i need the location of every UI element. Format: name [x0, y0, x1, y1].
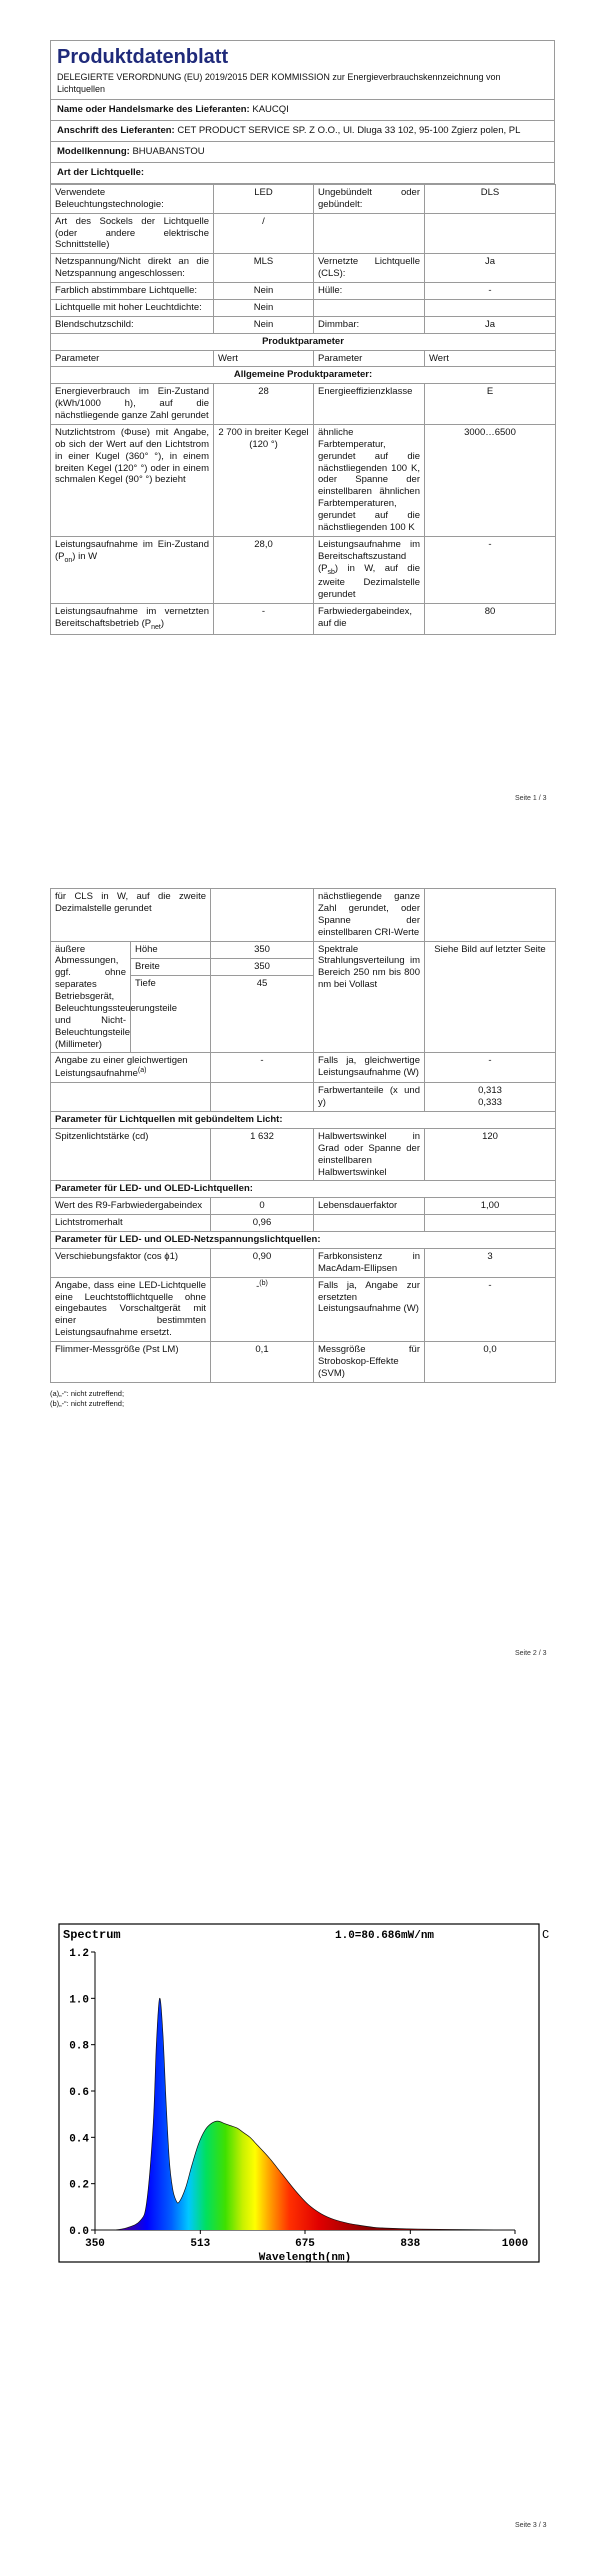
row-label: Angabe zu einer gleichwertigen Leistungsaufnahme$^{(a)}$: [51, 1053, 211, 1083]
table-row: [51, 1053, 556, 1083]
row-label: Leistungsaufnahme im Bereitschaftszustand $(P_{sb})$ in W, auf die zweite Dezimalstelle gerundet: [314, 536, 425, 603]
table-row: [51, 889, 556, 942]
supplier-address-label: Anschrift des Lieferanten:: [57, 125, 175, 137]
y-tick-label: 0.6: [69, 2087, 89, 2099]
page-footer: Seite 1 / 3: [515, 795, 547, 802]
row-value: Siehe Bild auf letzter Seite: [425, 941, 556, 1053]
row-value: 0,313 0,333: [425, 1083, 556, 1112]
table-row: [51, 254, 556, 283]
row-label: Flimmer-Messgröße (Pst LM): [51, 1342, 211, 1383]
row-value: 28: [214, 384, 314, 425]
x-tick-label: 675: [295, 2238, 315, 2250]
row-label: Art des Sockels der Lichtquelle (oder andere elektrische Schnittstelle): [51, 213, 214, 254]
row-label: Falls ja, gleichwertige Leistungsaufnahme (W): [314, 1053, 425, 1083]
row-value: 80: [425, 603, 556, 635]
params-table-continued: [50, 888, 556, 1383]
chart-title: Spectrum: [63, 1928, 121, 1942]
row-value: 3000…6500: [425, 424, 556, 536]
row-value: 1,00: [425, 1198, 556, 1215]
footnote-a: (a)„-“: nicht zutreffend;: [50, 1388, 125, 1398]
page-2-sheet: [50, 888, 555, 1409]
row-label: Halbwertswinkel in Grad oder Spanne der einstellbaren Halbwertswinkel: [314, 1128, 425, 1181]
model-row: [51, 142, 555, 163]
light-source-type-header: Art der Lichtquelle:: [51, 163, 555, 184]
row-label: Verschiebungsfaktor (cos ϕ1): [51, 1248, 211, 1277]
row-value: 1 632: [211, 1128, 314, 1181]
row-label: Spektrale Strahlungsverteilung im Bereich 250 nm bis 800 nm bei Vollast: [314, 941, 425, 1053]
supplier-address-value: CET PRODUCT SERVICE SP. Z O.O., Ul. Dluga 33 102, 95-100 Zgierz polen, PL: [177, 125, 521, 137]
row-label: Messgröße für Stroboskop-Effekte (SVM): [314, 1342, 425, 1383]
product-params-header: Produktparameter: [51, 333, 556, 350]
row-value: 120: [425, 1128, 556, 1181]
mains-header: Parameter für LED- und OLED-Netzspannungslichtquellen:: [51, 1232, 556, 1249]
row-label: Farbkonsistenz in MacAdam-Ellipsen: [314, 1248, 425, 1277]
spectrum-area: [95, 1998, 515, 2230]
row-label: Leistungsaufnahme im vernetzten Bereitschaftsbetrieb $(P_{net})$: [51, 603, 214, 635]
row-label: Nutzlichtstrom (Φuse) mit Angabe, ob sich der Wert auf den Lichtstrom in einer Kugel (360° °), in einem breiten Kegel (120° °) oder in einem schmalen Kegel (90° °) bezieht: [51, 424, 214, 536]
row-value: [425, 213, 556, 254]
dimension-value: 350: [211, 941, 314, 958]
row-value: 2 700 in breiter Kegel (120 °): [214, 424, 314, 536]
table-row: [51, 1248, 556, 1277]
row-value: Nein: [214, 316, 314, 333]
row-value: Ja: [425, 254, 556, 283]
row-label: Hülle:: [314, 283, 425, 300]
row-label: Vernetzte Lichtquelle (CLS):: [314, 254, 425, 283]
row-label: Wert des R9-Farbwiedergabeindex: [51, 1198, 211, 1215]
dimension-name: Höhe: [131, 941, 211, 958]
row-label: Leistungsaufnahme im Ein-Zustand $(P_{on})$ in W: [51, 536, 214, 603]
table-row: [51, 941, 556, 958]
table-row: [51, 213, 556, 254]
y-tick-label: 0.4: [69, 2133, 89, 2146]
header-table: [50, 40, 555, 184]
table-row: [51, 184, 556, 213]
row-value: Nein: [214, 283, 314, 300]
row-label: Verwendete Beleuchtungstechnologie:: [51, 184, 214, 213]
row-label: Energieeffizienzklasse: [314, 384, 425, 425]
table-row: [51, 1198, 556, 1215]
row-label: Energieverbrauch im Ein-Zustand (kWh/1000 h), auf die nächstliegende ganze Zahl gerundet: [51, 384, 214, 425]
dimension-name: Tiefe: [131, 976, 211, 1053]
table-row: [51, 384, 556, 425]
corner-mark: C: [542, 1928, 550, 1942]
row-value: Nein: [214, 299, 314, 316]
row-value: 3: [425, 1248, 556, 1277]
x-tick-label: 1000: [501, 2238, 529, 2250]
table-row: [51, 1342, 556, 1383]
chart-info: 1.0=80.686mW/nm: [335, 1930, 435, 1942]
general-params-header: Allgemeine Produktparameter:: [51, 367, 556, 384]
page-1-sheet: [50, 40, 555, 635]
dimension-name: Breite: [131, 958, 211, 975]
x-axis-label: Wavelength(nm): [258, 2252, 352, 2264]
y-tick-label: 0.0: [69, 2226, 89, 2238]
row-label: Farbwertanteile (x und y): [314, 1083, 425, 1112]
row-value: -: [214, 603, 314, 635]
row-label: nächstliegende ganze Zahl gerundet, oder Spanne der einstellbaren CRI-Werte: [314, 889, 425, 942]
table-row: [51, 1083, 556, 1112]
supplier-address-row: [51, 121, 555, 142]
row-value: /: [214, 213, 314, 254]
spectrum-chart: [55, 1920, 595, 2300]
row-label: Angabe, dass eine LED-Lichtquelle eine Leuchtstofflichtquelle ohne eingebautes Vorschaltgerät mit einer bestimmten Leistungsaufnahme ersetzt.: [51, 1277, 211, 1341]
row-value: 0,0: [425, 1342, 556, 1383]
supplier-name-row: [51, 100, 555, 121]
row-label: Lebensdauerfaktor: [314, 1198, 425, 1215]
row-value: -: [425, 1277, 556, 1341]
footnotes: [50, 1389, 555, 1409]
column-header-row: [51, 350, 556, 367]
row-label: Ungebündelt oder gebündelt:: [314, 184, 425, 213]
row-value: -: [425, 283, 556, 300]
col-param: Parameter: [314, 350, 425, 367]
y-tick-label: 1.0: [69, 1994, 89, 2007]
row-label: für CLS in W, auf die zweite Dezimalstelle gerundet: [51, 889, 211, 942]
col-value: Wert: [214, 350, 314, 367]
table-row: [51, 1277, 556, 1341]
x-tick-label: 838: [400, 2238, 421, 2250]
model-label: Modellkennung:: [57, 146, 130, 158]
table-row: [51, 1128, 556, 1181]
y-tick-label: 0.2: [69, 2179, 89, 2192]
row-label: Dimmbar:: [314, 316, 425, 333]
row-label: [314, 213, 425, 254]
row-label: Blendschutzschild:: [51, 316, 214, 333]
row-label: Netzspannung/Nicht direkt an die Netzspannung angeschlossen:: [51, 254, 214, 283]
dimensions-label: äußere Abmessungen, ggf. ohne separates Betriebsgerät, Beleuchtungssteuerungsteile und Nicht-Beleuchtungsteile (Millimeter): [51, 941, 131, 1053]
page-footer: Seite 3 / 3: [515, 2522, 547, 2529]
led-header: Parameter für LED- und OLED-Lichtquellen:: [51, 1181, 556, 1198]
row-label: Farblich abstimmbare Lichtquelle:: [51, 283, 214, 300]
col-value: Wert: [425, 350, 556, 367]
dimension-value: 45: [211, 976, 314, 1053]
regulation-text: DELEGIERTE VERORDNUNG (EU) 2019/2015 DER KOMMISSION zur Energieverbrauchskennzeichnung von Lichtquellen: [57, 72, 501, 94]
row-value: -$^{(b)}$: [211, 1277, 314, 1341]
table-row: [51, 316, 556, 333]
table-row: [51, 299, 556, 316]
dimension-value: 350: [211, 958, 314, 975]
y-tick-label: 0.8: [69, 2040, 89, 2053]
row-value: 0,1: [211, 1342, 314, 1383]
col-param: Parameter: [51, 350, 214, 367]
model-value: BHUABANSTOU: [132, 146, 205, 158]
page-footer: Seite 2 / 3: [515, 1650, 547, 1657]
row-value: 0: [211, 1198, 314, 1215]
row-label: Farbwiedergabeindex, auf die: [314, 603, 425, 635]
row-value: E: [425, 384, 556, 425]
row-value: -: [425, 1053, 556, 1083]
row-value: 0,90: [211, 1248, 314, 1277]
row-label: [314, 299, 425, 316]
row-value: LED: [214, 184, 314, 213]
row-value: -: [211, 1053, 314, 1083]
y-axis: [69, 1948, 95, 2238]
row-value: 28,0: [214, 536, 314, 603]
x-axis: [85, 2230, 528, 2250]
row-value: [425, 299, 556, 316]
table-row: [51, 283, 556, 300]
row-label: ähnliche Farbtemperatur, gerundet auf die nächstliegenden 100 K, oder Spanne der einstellbaren ähnlichen Farbtemperaturen, gerundet auf die nächstliegenden 100 K: [314, 424, 425, 536]
directional-header: Parameter für Lichtquellen mit gebündeltem Licht:: [51, 1112, 556, 1129]
table-row: [51, 1215, 556, 1232]
row-label: Falls ja, Angabe zur ersetzten Leistungsaufnahme (W): [314, 1277, 425, 1341]
page-title: Produktdatenblatt: [57, 46, 229, 68]
supplier-name-label: Name oder Handelsmarke des Lieferanten:: [57, 104, 250, 116]
row-value: MLS: [214, 254, 314, 283]
row-value: Ja: [425, 316, 556, 333]
x-tick-label: 513: [190, 2238, 211, 2250]
supplier-name-value: KAUCQI: [252, 104, 289, 116]
row-value: 0,96: [211, 1215, 314, 1232]
footnote-b: (b)„-“: nicht zutreffend;: [50, 1398, 125, 1408]
row-label: Lichtstromerhalt: [51, 1215, 211, 1232]
x-tick-label: 350: [85, 2238, 105, 2250]
light-source-table: [50, 184, 556, 636]
table-row: [51, 603, 556, 635]
row-label: Lichtquelle mit hoher Leuchtdichte:: [51, 299, 214, 316]
row-label: Spitzenlichtstärke (cd): [51, 1128, 211, 1181]
y-tick-label: 1.2: [69, 1948, 89, 1960]
table-row: [51, 536, 556, 603]
table-row: [51, 424, 556, 536]
row-value: DLS: [425, 184, 556, 213]
row-value: -: [425, 536, 556, 603]
